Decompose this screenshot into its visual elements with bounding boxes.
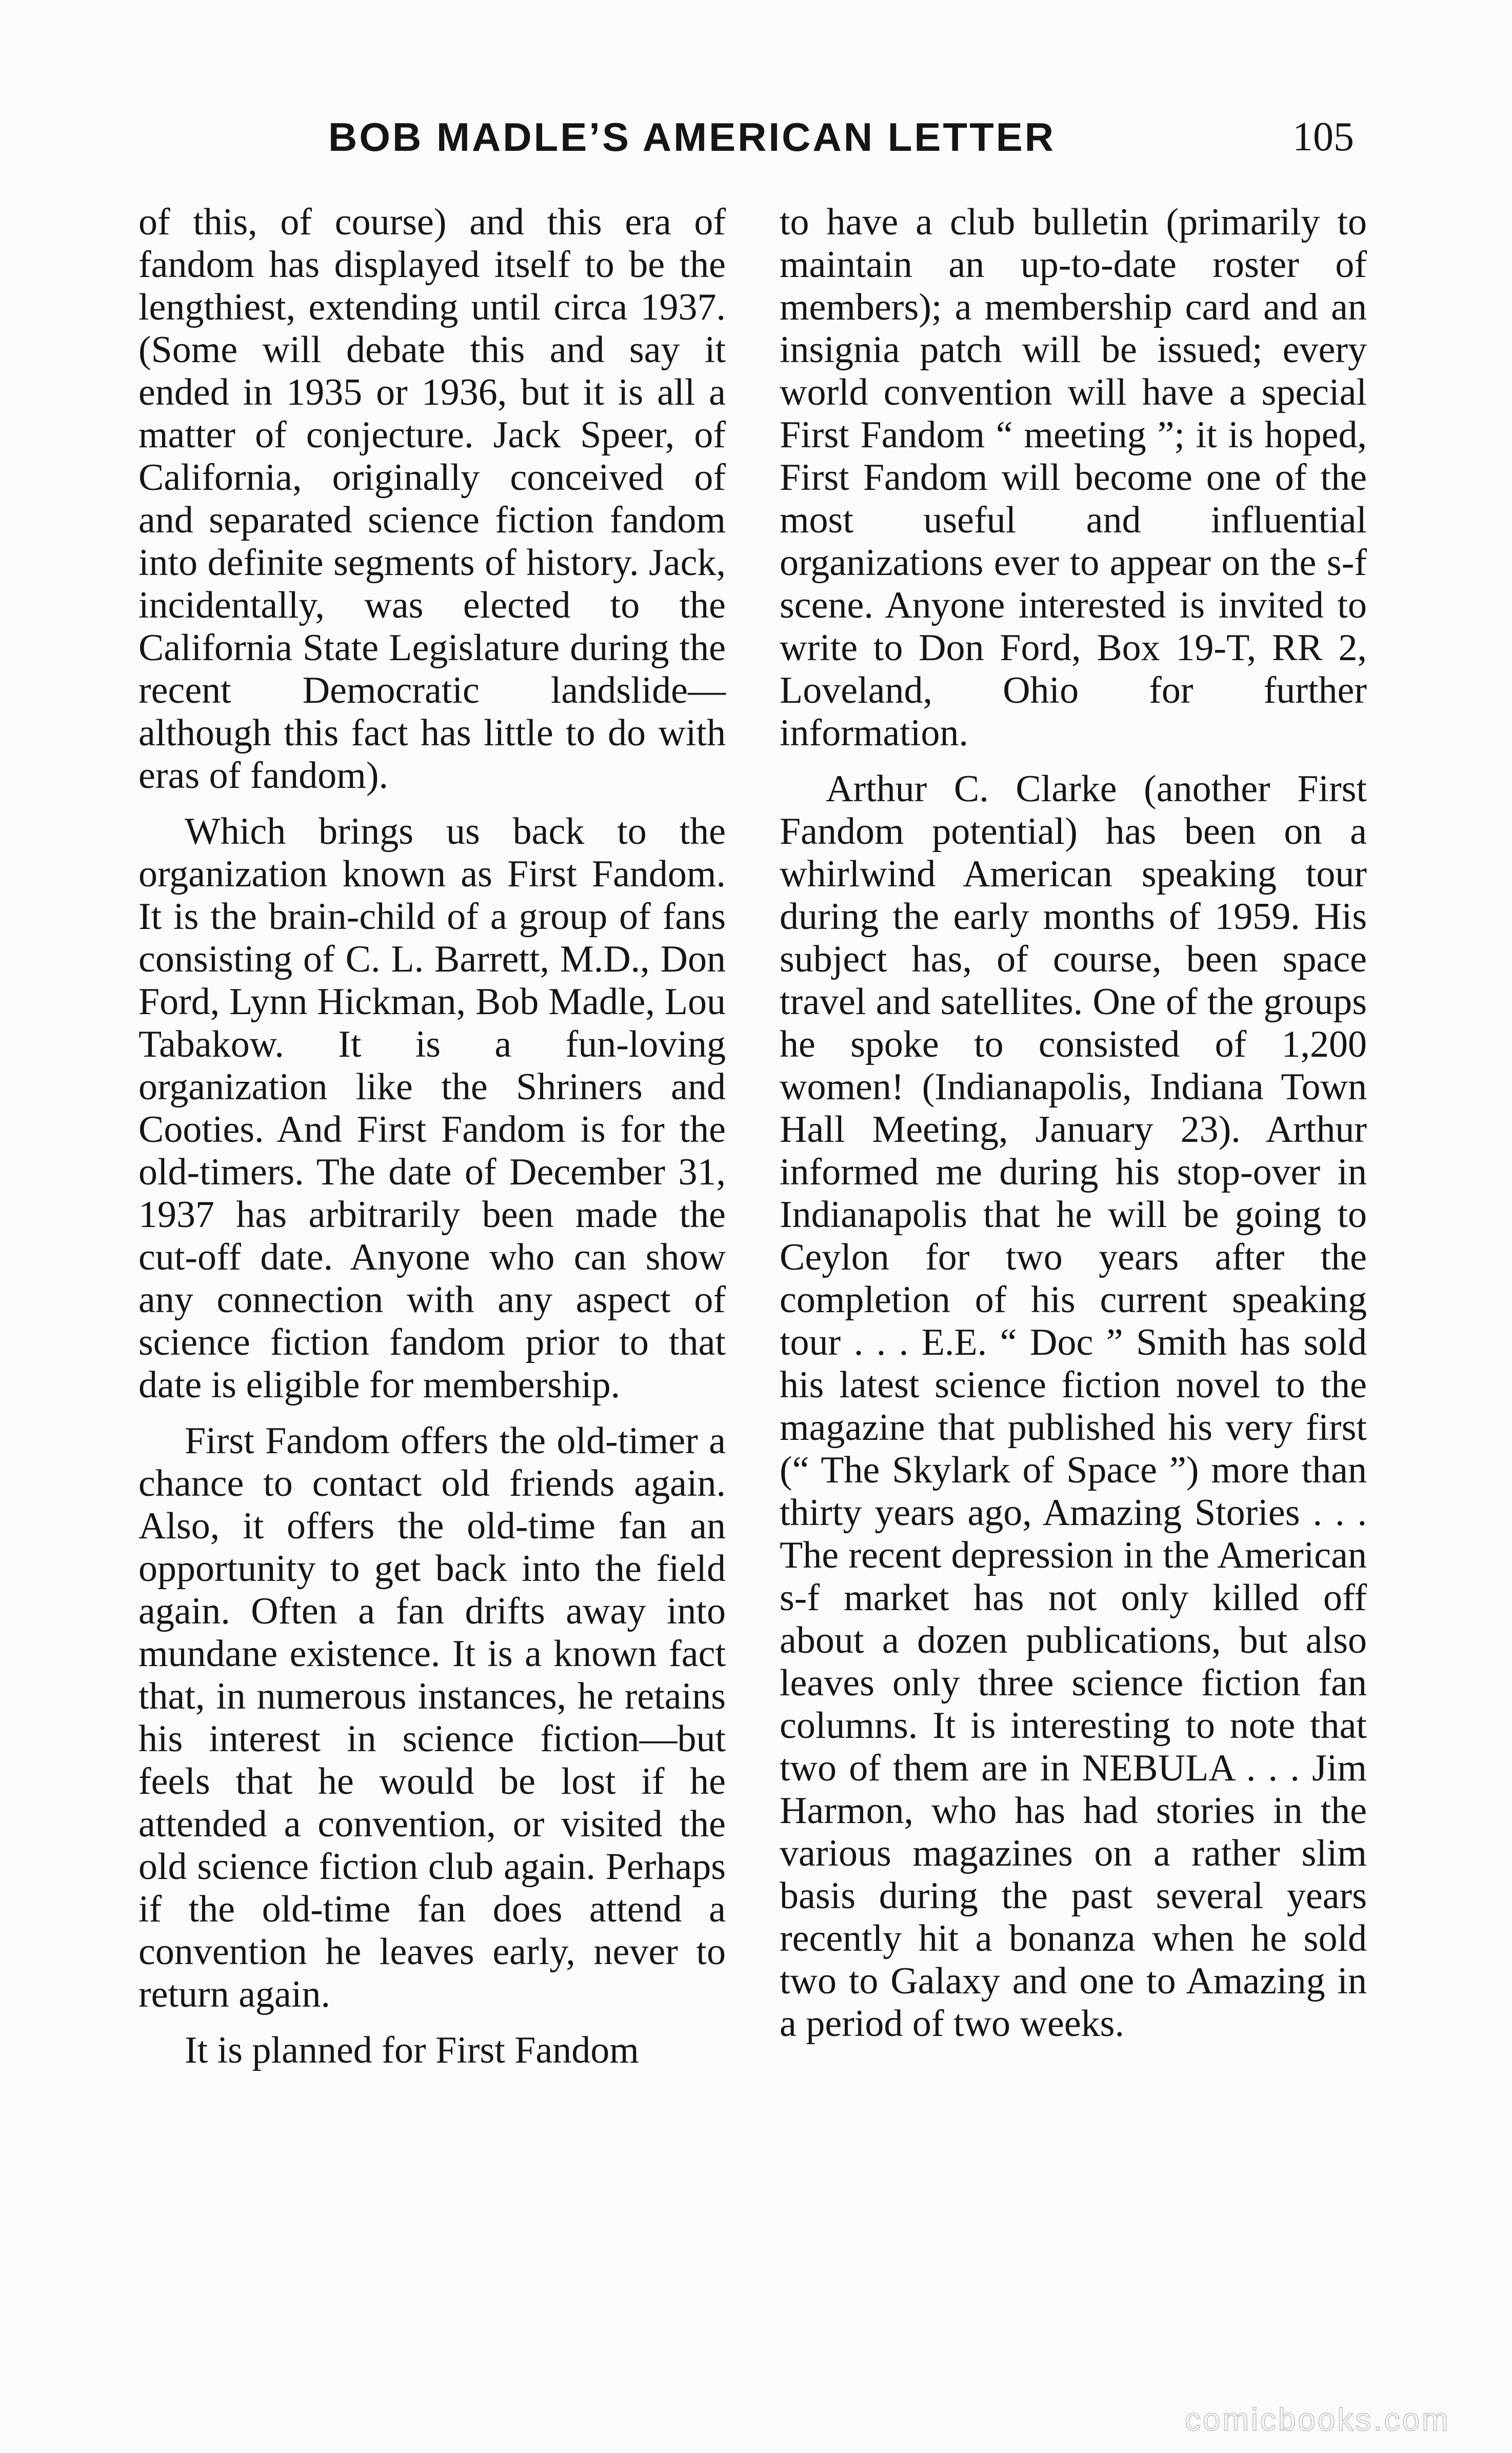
paragraph: Arthur C. Clarke (another First Fandom potential) has been on a whirlwind American speaking tour during the early months of 1959. His subject has, of course, been space travel and satellites. One of the groups he spoke to consisted of 1,200 women! (Indianapolis, Indiana Town Hall Meeting, January 23). Arthur informed me during his stop-over in Indianapolis that he will be going to Ceylon for two years after the completion of his current speaking tour . . . E.E. “ Doc ” Smith has sold his latest science fiction novel to the magazine that published his very first (“ The Skylark of Space ”) more than thirty years ago, Amazing Stories . . . The recent depression in the American s-f market has not only killed off about a dozen publications, but also leaves only three science fiction fan columns. It is interesting to note that two of them are in NEBULA . . . Jim Harmon, who has had stories in the various magazines on a rather slim basis during the past several years recently hit a bonanza when he sold two to Galaxy and one to Amazing in a period of two weeks. (780, 768, 1367, 2045)
paragraph: to have a club bulletin (primarily to maintain an up-to-date roster of members); a membership card and an insignia patch will be issued; every world convention will have a special First Fandom “ meeting ”; it is hoped, First Fandom will become one of the most useful and influential organizations ever to appear on the s-f scene. Anyone interested is invited to write to Don Ford, Box 19-T, RR 2, Loveland, Ohio for further information. (780, 201, 1367, 754)
page-header (0, 109, 1512, 165)
watermark: comicbooks.com (1185, 2402, 1450, 2438)
paragraph: Which brings us back to the organization known as First Fandom. It is the brain-child of a group of fans consisting of C. L. Barrett, M.D., Don Ford, Lynn Hickman, Bob Madle, Lou Tabakow. It is a fun-loving organization like the Shriners and Cooties. And First Fandom is for the old-timers. The date of December 31, 1937 has arbitrarily been made the cut-off date. Anyone who can show any connection with any aspect of science fiction fandom prior to that date is eligible for membership. (138, 810, 726, 1406)
page-number: 105 (1292, 114, 1354, 160)
paragraph: of this, of course) and this era of fandom has displayed itself to be the lengthiest, extending until circa 1937. (Some will debate this and say it ended in 1935 or 1936, but it is all a matter of conjecture. Jack Speer, of California, originally conceived of and separated science fiction fandom into definite segments of history. Jack, incidentally, was elected to the California State Legislature during the recent Democratic landslide—although this fact has little to do with eras of fandom). (138, 201, 726, 797)
right-column (780, 201, 1367, 2304)
paragraph: First Fandom offers the old-timer a chance to contact old friends again. Also, it offers the old-time fan an opportunity to get back into the field again. Often a fan drifts away into mundane existence. It is a known fact that, in numerous instances, he retains his interest in science fiction—but feels that he would be lost if he attended a convention, or visited the old science fiction club again. Perhaps if the old-time fan does attend a convention he leaves early, never to return again. (138, 1420, 726, 2015)
paragraph: It is planned for First Fandom (185, 2029, 639, 2071)
left-column (138, 201, 726, 2304)
running-title: BOB MADLE’S AMERICAN LETTER (328, 114, 1056, 160)
